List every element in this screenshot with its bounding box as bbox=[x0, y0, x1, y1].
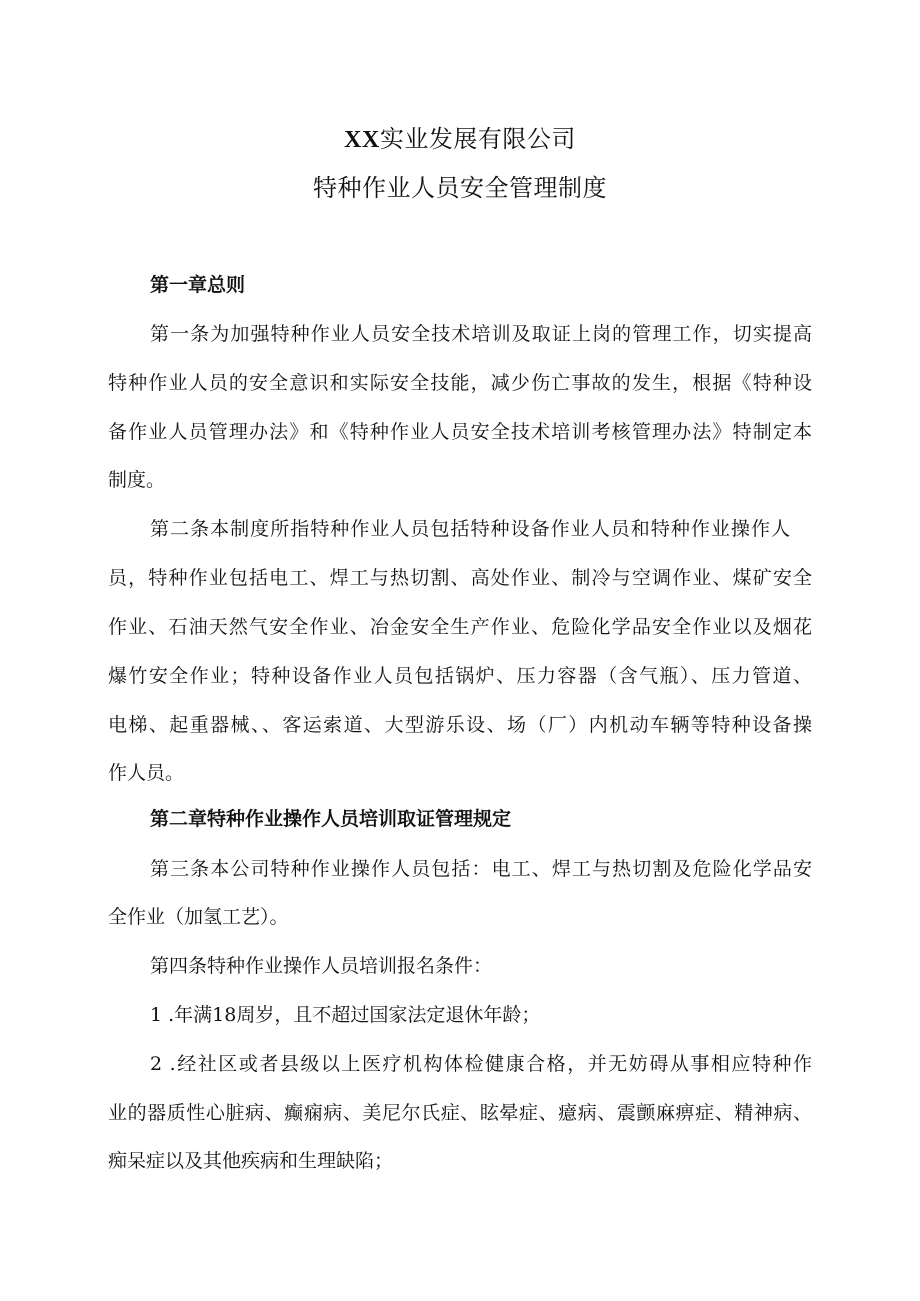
list-item-2-line: 2 .经社区或者县级以上医疗机构体检健康合格，并无妨碍从事相应特种作 bbox=[150, 1053, 812, 1075]
article2-line: 电梯、起重器械、、客运索道、大型游乐设、场（厂）内机动车辆等特种设备操 bbox=[108, 714, 812, 736]
article3-line: 第三条本公司特种作业操作人员包括：电工、焊工与热切割及危险化学品安 bbox=[150, 858, 812, 880]
article1-line: 特种作业人员的安全意识和实际安全技能，减少伤亡事故的发生，根据《特种设 bbox=[108, 372, 812, 394]
article2-line: 爆竹安全作业；特种设备作业人员包括锅炉、压力容器（含气瓶）、压力管道、 bbox=[108, 665, 812, 687]
article2-line: 第二条本制度所指特种作业人员包括特种设备作业人员和特种作业操作人 bbox=[150, 518, 790, 540]
article2-line: 作业、石油天然气安全作业、冶金安全生产作业、危险化学品安全作业以及烟花 bbox=[108, 616, 812, 638]
title-prefix: XX bbox=[344, 127, 380, 153]
article3-line: 全作业（加氢工艺）。 bbox=[108, 906, 289, 928]
chapter2-heading: 第二章特种作业操作人员培训取证管理规定 bbox=[150, 808, 512, 830]
list-item-2-line: 业的器质性心脏病、癫痫病、美尼尔氏症、眩晕症、癔病、震颤麻痹症、精神病、 bbox=[108, 1102, 812, 1124]
title-company: 实业发展有限公司 bbox=[379, 125, 576, 153]
article4-line: 第四条特种作业操作人员培训报名条件： bbox=[150, 955, 493, 977]
article1-line: 备作业人员管理办法》和《特种作业人员安全技术培训考核管理办法》特制定本 bbox=[108, 421, 812, 443]
article1-line: 制度。 bbox=[108, 469, 166, 491]
chapter1-heading: 第一章总则 bbox=[150, 274, 246, 296]
list-item-1: 1 .年满18周岁，且不超过国家法定退休年龄； bbox=[150, 1004, 541, 1026]
article1-line: 第一条为加强特种作业人员安全技术培训及取证上岗的管理工作，切实提高 bbox=[150, 323, 812, 345]
document-subtitle: 特种作业人员安全管理制度 bbox=[313, 174, 607, 202]
list-item-2-line: 痴呆症以及其他疾病和生理缺陷； bbox=[108, 1150, 394, 1172]
article2-line: 作人员。 bbox=[108, 762, 185, 784]
article2-line: 员，特种作业包括电工、焊工与热切割、高处作业、制冷与空调作业、煤矿安全 bbox=[108, 567, 812, 589]
document-title bbox=[0, 124, 920, 155]
